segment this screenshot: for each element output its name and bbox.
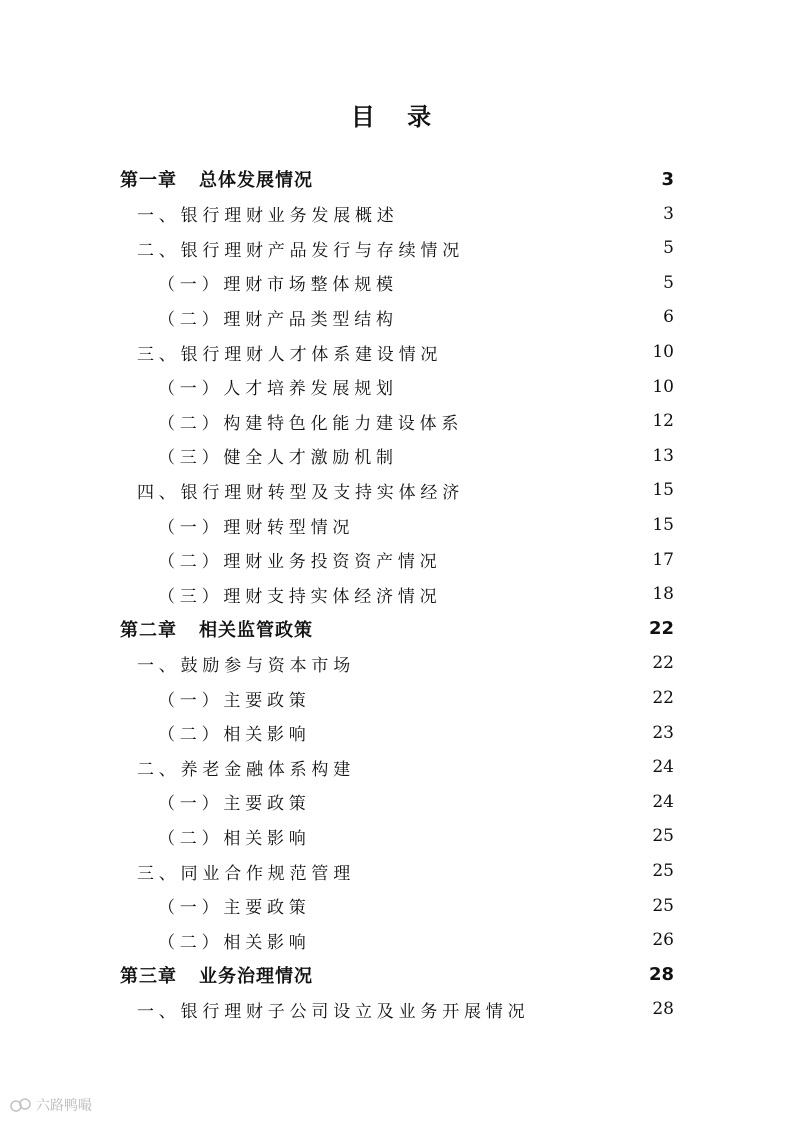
- page-number: 23: [652, 722, 674, 743]
- chapter-number: 第三章: [120, 965, 177, 987]
- section-title: 四、银行理财转型及支持实体经济: [137, 482, 464, 503]
- toc-entry[interactable]: [0, 543, 794, 577]
- dot-leader: [357, 750, 636, 784]
- page-number: 17: [652, 549, 674, 570]
- page-number: 12: [652, 411, 674, 432]
- page-number: 22: [652, 688, 674, 708]
- toc-entry[interactable]: [0, 785, 794, 819]
- dot-leader: [466, 473, 636, 507]
- subsection-title: （二）相关影响: [158, 828, 311, 849]
- page-number: 10: [652, 376, 674, 397]
- section-title: 二、养老金融体系构建: [137, 759, 355, 780]
- subsection-title: （一）主要政策: [158, 794, 311, 815]
- toc-entry[interactable]: [0, 197, 794, 231]
- page-number: 5: [663, 272, 674, 293]
- page-number: 25: [652, 826, 674, 847]
- page-number: 22: [648, 618, 674, 640]
- dot-leader: [313, 681, 636, 715]
- subsection-title: （三）理财支持实体经济情况: [158, 586, 442, 607]
- toc-entry[interactable]: [0, 889, 794, 923]
- chapter-number: 第二章: [120, 619, 177, 641]
- page-number: 13: [652, 445, 674, 466]
- page-number: 3: [661, 168, 674, 190]
- dot-leader: [400, 266, 636, 300]
- subsection-title: （一）主要政策: [158, 898, 311, 919]
- toc-entry[interactable]: [0, 370, 794, 404]
- section-title: 三、银行理财人才体系建设情况: [137, 344, 443, 365]
- page-title: 目 录: [350, 103, 444, 131]
- toc-entry[interactable]: [0, 923, 794, 957]
- toc-entry[interactable]: [0, 508, 794, 542]
- chapter-name: 相关监管政策: [199, 619, 313, 641]
- toc-entry[interactable]: [0, 750, 794, 784]
- page-number: 15: [652, 480, 674, 501]
- subsection-title: （一）主要政策: [158, 690, 311, 711]
- dot-leader: [400, 439, 636, 473]
- dot-leader: [357, 646, 636, 680]
- watermark: [10, 1093, 92, 1117]
- page-number: 3: [663, 203, 674, 224]
- dot-leader: [313, 716, 636, 750]
- dot-leader: [313, 923, 636, 957]
- toc-entry[interactable]: [0, 819, 794, 853]
- subsection-title: （一）人才培养发展规划: [158, 379, 398, 400]
- subsection-title: （二）构建特色化能力建设体系: [158, 413, 464, 434]
- chapter-number: 第一章: [120, 170, 177, 191]
- dot-leader: [315, 612, 636, 646]
- dot-leader: [465, 404, 636, 438]
- subsection-title: （一）理财市场整体规模: [158, 275, 398, 296]
- toc-entry[interactable]: [0, 612, 794, 646]
- section-title: 一、银行理财子公司设立及业务开展情况: [137, 1001, 530, 1022]
- toc-entry[interactable]: [0, 162, 794, 196]
- dot-leader: [443, 543, 636, 577]
- page-number: 15: [652, 515, 674, 535]
- page-number: 24: [652, 757, 674, 778]
- page-number: 26: [652, 930, 674, 951]
- chapter-title: [120, 166, 313, 192]
- toc-entry[interactable]: [0, 716, 794, 750]
- dot-leader: [315, 162, 636, 196]
- subsection-title: （二）相关影响: [158, 725, 311, 746]
- chapter-name: 总体发展情况: [199, 170, 313, 191]
- subsection-title: （三）健全人才激励机制: [158, 448, 398, 469]
- toc-entry[interactable]: [0, 473, 794, 507]
- toc-entry[interactable]: [0, 300, 794, 334]
- toc-entry[interactable]: [0, 439, 794, 473]
- dot-leader: [315, 958, 636, 992]
- page-number: 22: [652, 653, 674, 674]
- dot-leader: [357, 854, 636, 888]
- dot-leader: [313, 785, 636, 819]
- toc-entry[interactable]: [0, 335, 794, 369]
- section-title: 一、鼓励参与资本市场: [137, 655, 355, 676]
- chapter-title: [120, 616, 313, 642]
- chapter-title: [120, 962, 313, 988]
- page-number: 28: [648, 964, 674, 986]
- page-number: 18: [652, 584, 674, 605]
- page-number: 5: [663, 238, 674, 259]
- subsection-title: （二）相关影响: [158, 932, 311, 953]
- toc-entry[interactable]: [0, 992, 794, 1026]
- page-number: 25: [652, 895, 674, 916]
- toc-entry[interactable]: [0, 231, 794, 265]
- dot-leader: [400, 300, 636, 334]
- subsection-title: （二）理财业务投资资产情况: [158, 552, 442, 573]
- toc-entry[interactable]: [0, 266, 794, 300]
- page-number: 24: [652, 791, 674, 812]
- dot-leader: [400, 370, 636, 404]
- dot-leader: [444, 335, 636, 369]
- dot-leader: [531, 992, 636, 1026]
- toc-entry[interactable]: [0, 854, 794, 888]
- page-number: 10: [652, 342, 674, 362]
- dot-leader: [313, 889, 636, 923]
- dot-leader: [443, 577, 636, 611]
- dot-leader: [356, 508, 636, 542]
- toc-entry[interactable]: [0, 958, 794, 992]
- toc-entry[interactable]: [0, 646, 794, 680]
- section-title: 一、银行理财业务发展概述: [137, 206, 399, 227]
- subsection-title: （二）理财产品类型结构: [158, 309, 398, 330]
- section-title: 二、银行理财产品发行与存续情况: [137, 240, 464, 261]
- page-number: 25: [652, 861, 674, 881]
- dot-leader: [466, 231, 636, 265]
- subsection-title: （一）理财转型情况: [158, 517, 355, 538]
- chapter-name: 业务治理情况: [199, 965, 313, 987]
- page-number: 6: [663, 307, 674, 328]
- dot-leader: [313, 819, 636, 853]
- toc-entry[interactable]: [0, 681, 794, 715]
- section-title: 三、同业合作规范管理: [137, 863, 355, 884]
- watermark-text: 六路鸭嘬: [36, 1098, 92, 1114]
- dot-leader: [401, 197, 636, 231]
- toc-entry[interactable]: [0, 404, 794, 438]
- toc-entry[interactable]: [0, 577, 794, 611]
- logo-icon: [10, 1097, 32, 1113]
- page-number: 28: [652, 999, 674, 1020]
